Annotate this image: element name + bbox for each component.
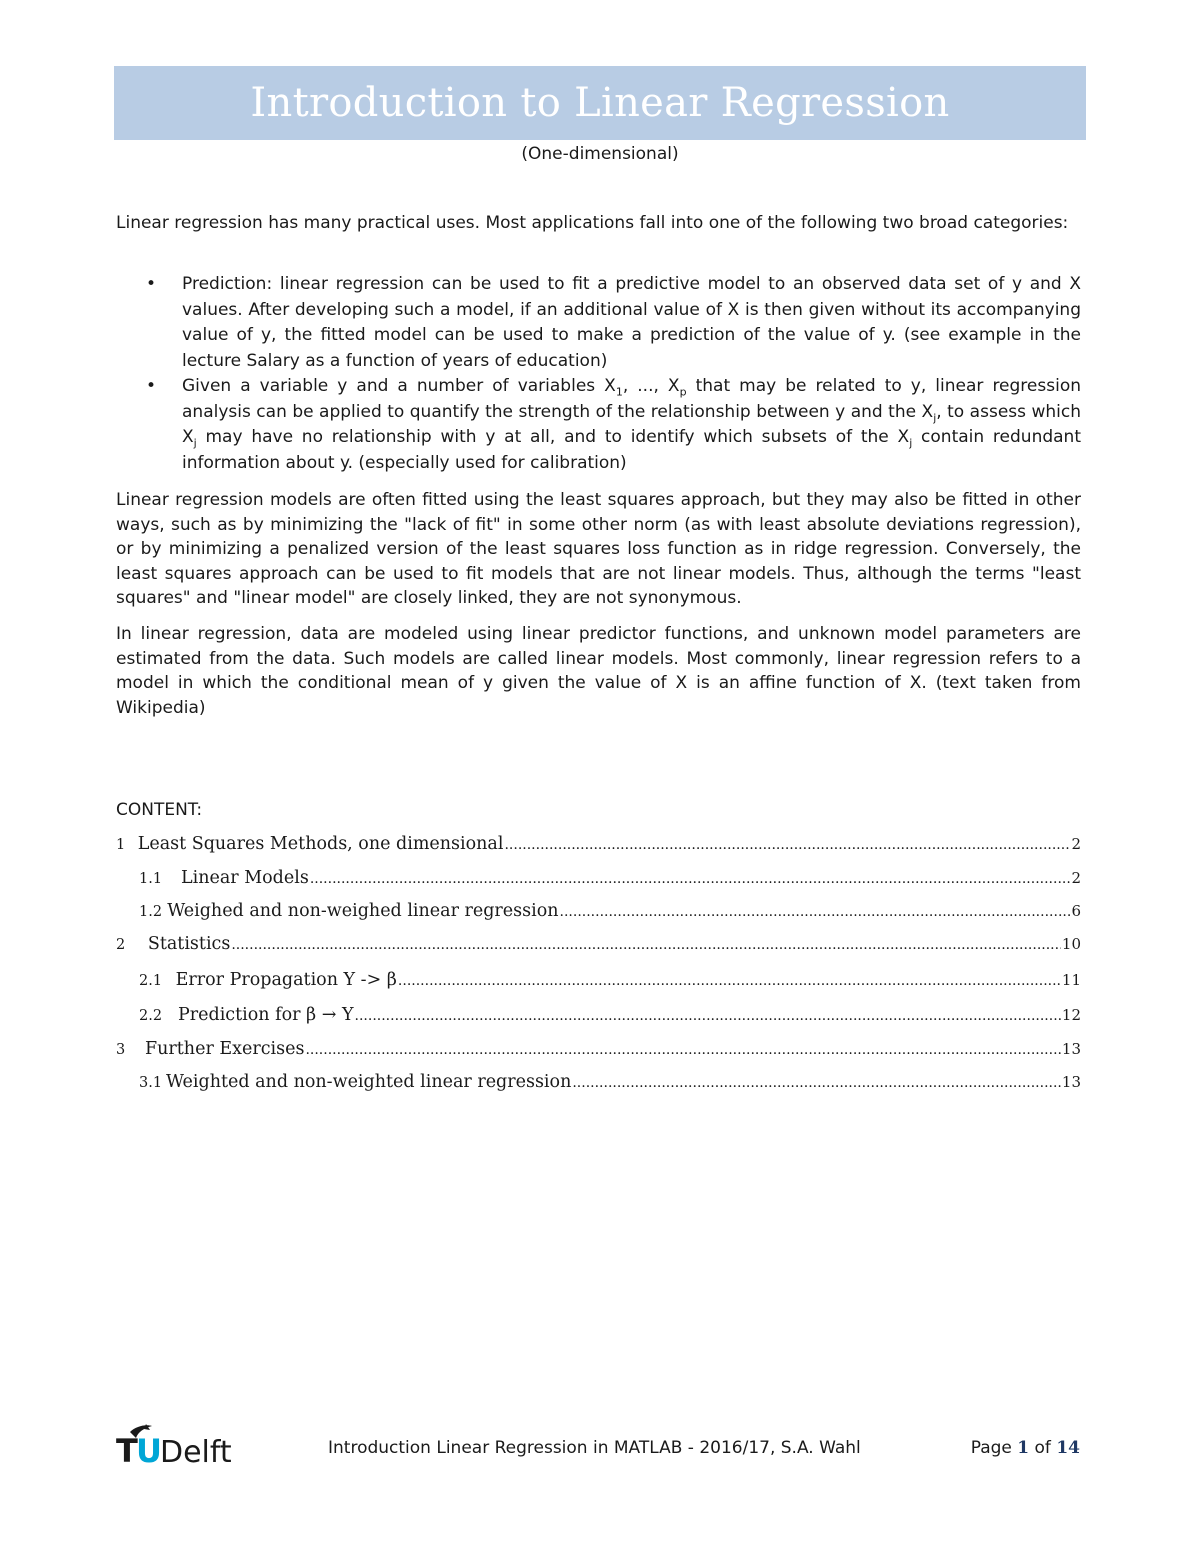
toc-entry[interactable] xyxy=(116,834,1081,860)
toc-leader xyxy=(572,1072,1061,1092)
bullet-item-analysis xyxy=(116,374,1081,476)
svg-text:U: U xyxy=(136,1432,162,1464)
toc-label: Prediction for β → Y xyxy=(178,1005,354,1025)
page-current: 1 xyxy=(1017,1438,1030,1458)
bullet-list xyxy=(116,272,1081,476)
toc-page: 12 xyxy=(1061,1006,1081,1024)
toc-number: 2.1 xyxy=(139,973,163,989)
toc-number: 3 xyxy=(116,1042,126,1058)
toc-number: 1 xyxy=(116,837,126,853)
subscript: 1 xyxy=(615,385,623,399)
bullet-text: Prediction: linear regression can be used to fit a predictive model to an observed data set of y and X values. After developing such a model, if an additional value of X is then given without its accompanying value of y, the fitted model can be used to make a prediction of the value of y. (see example in the lecture Salary as a function of years of education) xyxy=(182,274,1081,371)
toc-leader xyxy=(560,901,1071,921)
paragraph-least-squares xyxy=(116,488,1081,611)
toc-label: Least Squares Methods, one dimensional xyxy=(137,834,504,854)
toc-entry[interactable] xyxy=(116,934,1081,960)
paragraph-text: Linear regression models are often fitted using the least squares approach, but they may also be fitted in other ways, such as by minimizing the "lack of fit" in some other norm (as with least absolute deviations regression), or by minimizing a penalized version of the least squares loss function as in ridge regression. Conversely, the least squares approach can be used to fit models that are not linear models. Thus, although the terms "least squares" and "linear model" are closely linked, they are not synonymous. xyxy=(116,490,1081,608)
document-title: Introduction to Linear Regression xyxy=(250,80,950,126)
toc-label: Error Propagation Y -> β xyxy=(175,970,397,990)
toc-entry[interactable] xyxy=(116,1072,1081,1098)
toc-label: Further Exercises xyxy=(145,1039,305,1059)
svg-text:Delft: Delft xyxy=(160,1435,232,1464)
toc-label: Linear Models xyxy=(181,868,309,888)
content-label: CONTENT: xyxy=(116,800,203,820)
toc-number: 3.1 xyxy=(139,1075,163,1091)
toc-leader xyxy=(355,1005,1061,1025)
document-subtitle: (One-dimensional) xyxy=(521,144,679,164)
bullet-text-part: may have no relationship with y at all, and to identify which subsets of the X xyxy=(196,427,910,447)
toc-entry[interactable] xyxy=(116,1039,1081,1065)
tudelft-logo-icon xyxy=(116,1424,256,1464)
bullet-text-part: that may be related to y, linear regression analysis can be applied to quantify the strength of the relationship between y and the X xyxy=(182,376,1081,422)
toc-number: 2.2 xyxy=(139,1008,163,1024)
toc-entry[interactable] xyxy=(116,868,1081,894)
toc-leader xyxy=(231,934,1061,954)
toc-page: 10 xyxy=(1061,935,1081,953)
intro-paragraph xyxy=(116,211,1081,236)
page-prefix: Page xyxy=(970,1438,1012,1458)
toc-page: 2 xyxy=(1071,869,1081,887)
toc-number: 1.2 xyxy=(139,904,163,920)
bullet-dot-icon: • xyxy=(146,274,157,294)
toc-page: 13 xyxy=(1061,1040,1081,1058)
toc-page: 13 xyxy=(1061,1073,1081,1091)
svg-text:T: T xyxy=(116,1432,138,1464)
toc-leader xyxy=(504,834,1070,854)
paragraph-text: In linear regression, data are modeled using linear predictor functions, and unknown model parameters are estimated from the data. Such models are called linear models. Most commonly, linear regression refers to a model in which the conditional mean of y given the value of X is an affine function of X. (text taken from Wikipedia) xyxy=(116,624,1081,718)
subscript: j xyxy=(933,410,937,424)
bullet-text-part: , to assess which X xyxy=(182,401,1081,447)
page-number xyxy=(971,1438,1080,1458)
page-total: 14 xyxy=(1056,1438,1080,1458)
footer-text: Introduction Linear Regression in MATLAB - 2016/17, S.A. Wahl xyxy=(328,1438,861,1458)
toc-number: 1.1 xyxy=(139,871,163,887)
page-of: of xyxy=(1034,1438,1051,1458)
toc-label: Statistics xyxy=(147,934,231,954)
bullet-text-part: contain redundant information about y. (especially used for calibration) xyxy=(182,427,1081,473)
paragraph-linear-models xyxy=(116,622,1081,720)
bullet-text-part: , ..., X xyxy=(622,376,680,396)
subscript: j xyxy=(909,436,913,450)
toc-entry[interactable] xyxy=(116,970,1081,996)
toc-page: 2 xyxy=(1071,835,1081,853)
bullet-text-part: Given a variable y and a number of variables X xyxy=(182,376,616,396)
intro-text: Linear regression has many practical uses. Most applications fall into one of the following two broad categories: xyxy=(116,213,1069,233)
bullet-dot-icon: • xyxy=(146,376,157,396)
toc-page: 11 xyxy=(1061,971,1081,989)
subscript: j xyxy=(193,436,197,450)
toc-number: 2 xyxy=(116,937,126,953)
toc-leader xyxy=(398,970,1061,990)
toc-label: Weighted and non-weighted linear regression xyxy=(165,1072,572,1092)
toc-entry[interactable] xyxy=(116,1005,1081,1031)
title-banner xyxy=(114,66,1086,140)
page-footer xyxy=(114,1424,1086,1484)
toc-label: Weighed and non-weighed linear regression xyxy=(167,901,559,921)
toc-page: 6 xyxy=(1071,902,1081,920)
subscript: p xyxy=(679,385,687,399)
toc-leader xyxy=(310,868,1071,888)
bullet-item-prediction xyxy=(116,272,1081,374)
toc-leader xyxy=(305,1039,1060,1059)
toc-entry[interactable] xyxy=(116,901,1081,927)
